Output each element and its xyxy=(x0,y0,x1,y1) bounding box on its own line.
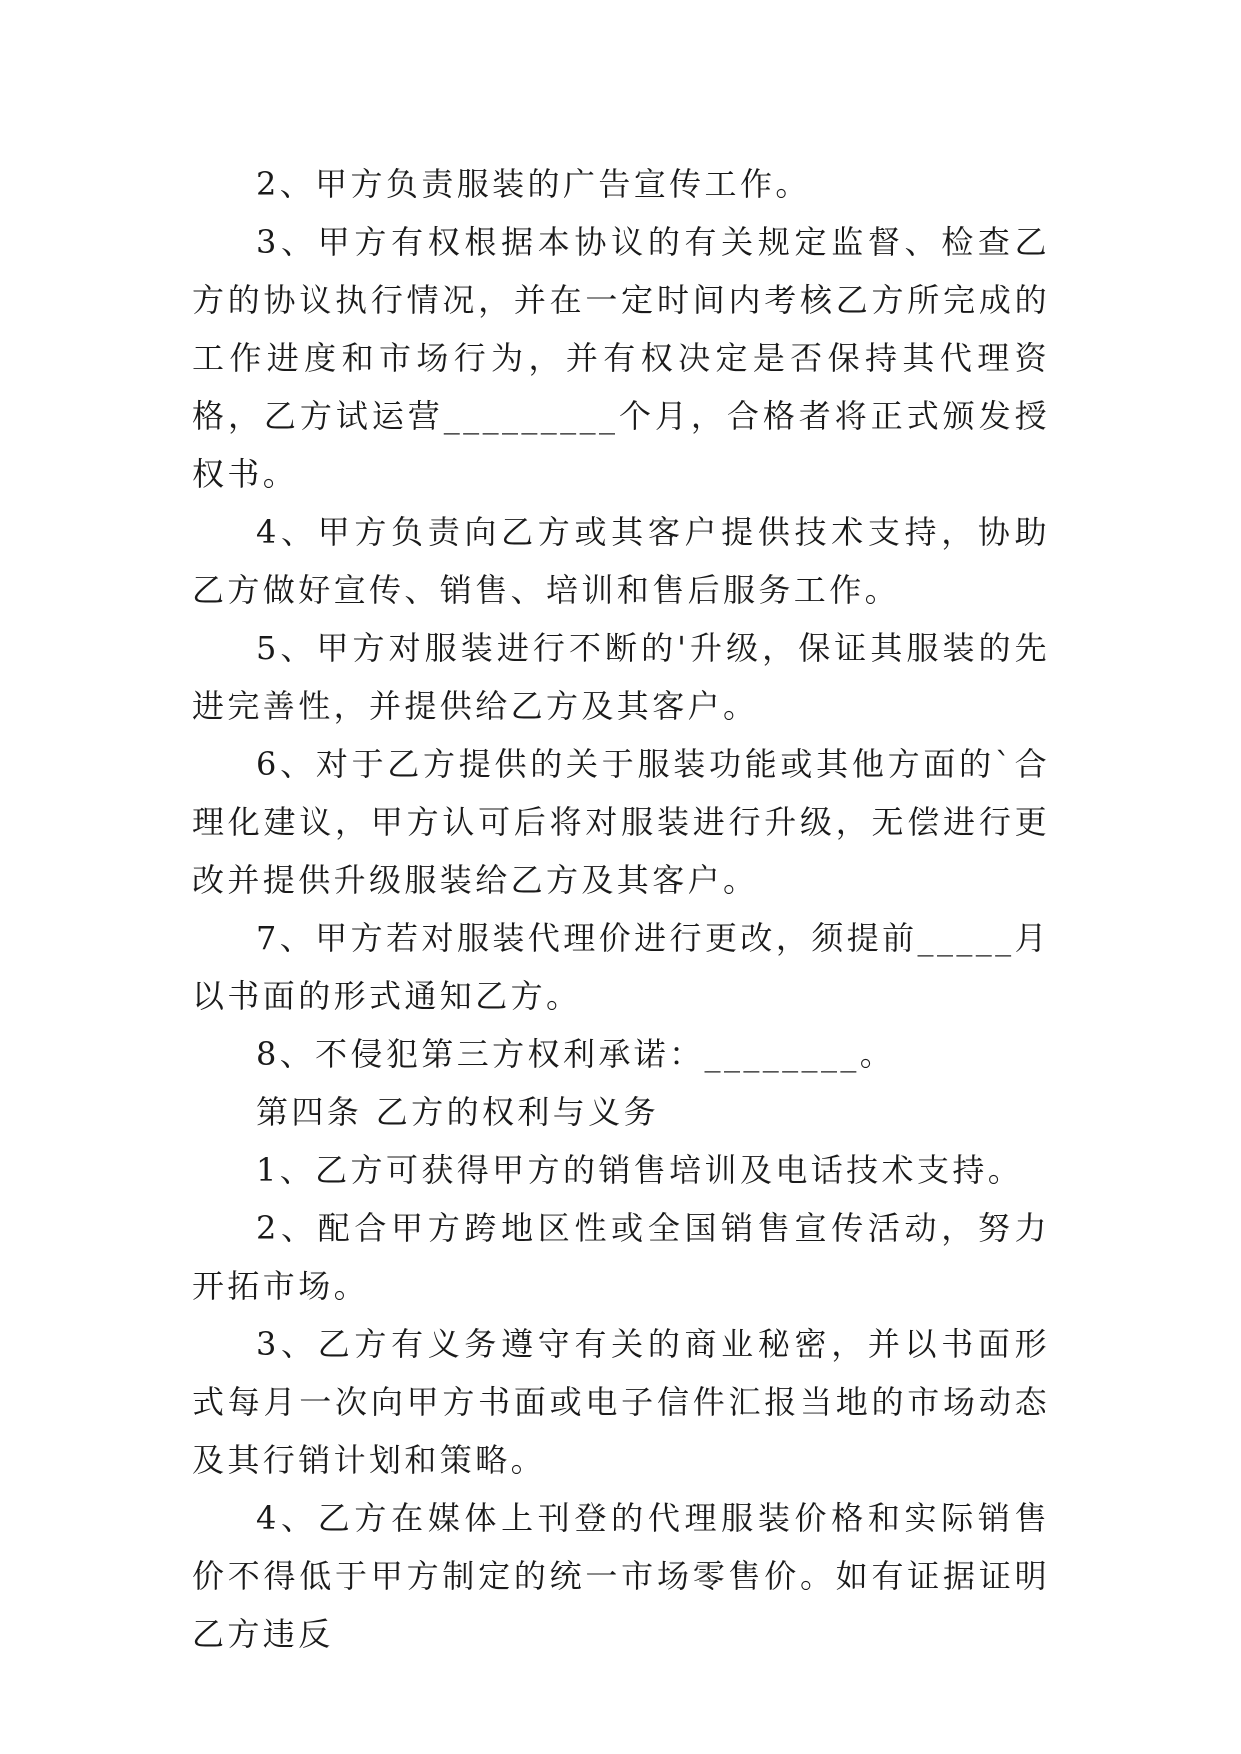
clause-1-training: 1、乙方可获得甲方的销售培训及电话技术支持。 xyxy=(256,1151,1024,1189)
document-body xyxy=(192,155,1050,1663)
clause-8-third-party: 8、不侵犯第三方权利承诺：________。 xyxy=(256,1035,896,1073)
clause-2-cooperation: 2、配合甲方跨地区性或全国销售宣传活动，努力开拓市场。 xyxy=(192,1209,1050,1305)
clause-2-advertising: 2、甲方负责服装的广告宣传工作。 xyxy=(256,165,811,203)
clause-4-technical-support: 4、甲方负责向乙方或其客户提供技术支持，协助乙方做好宣传、销售、培训和售后服务工作。 xyxy=(192,513,1050,609)
clause-7-price-change: 7、甲方若对服装代理价进行更改，须提前_____月以书面的形式通知乙方。 xyxy=(192,919,1050,1015)
clause-4-pricing: 4、乙方在媒体上刊登的代理服装价格和实际销售价不得低于甲方制定的统一市场零售价。如有证据证明乙方违反 xyxy=(192,1499,1050,1653)
clause-5-upgrade: 5、甲方对服装进行不断的'升级，保证其服装的先进完善性，并提供给乙方及其客户。 xyxy=(192,629,1050,725)
clause-3-supervision: 3、甲方有权根据本协议的有关规定监督、检查乙方的协议执行情况，并在一定时间内考核乙方所完成的工作进度和市场行为，并有权决定是否保持其代理资格，乙方试运营_________个月，合格者将正式颁发授权书。 xyxy=(192,223,1050,493)
section-heading-article-4: 第四条 乙方的权利与义务 xyxy=(256,1093,659,1131)
clause-6-suggestions: 6、对于乙方提供的关于服装功能或其他方面的`合理化建议，甲方认可后将对服装进行升级，无偿进行更改并提供升级服装给乙方及其客户。 xyxy=(192,745,1050,899)
clause-3-confidentiality: 3、乙方有义务遵守有关的商业秘密，并以书面形式每月一次向甲方书面或电子信件汇报当地的市场动态及其行销计划和策略。 xyxy=(192,1325,1050,1479)
